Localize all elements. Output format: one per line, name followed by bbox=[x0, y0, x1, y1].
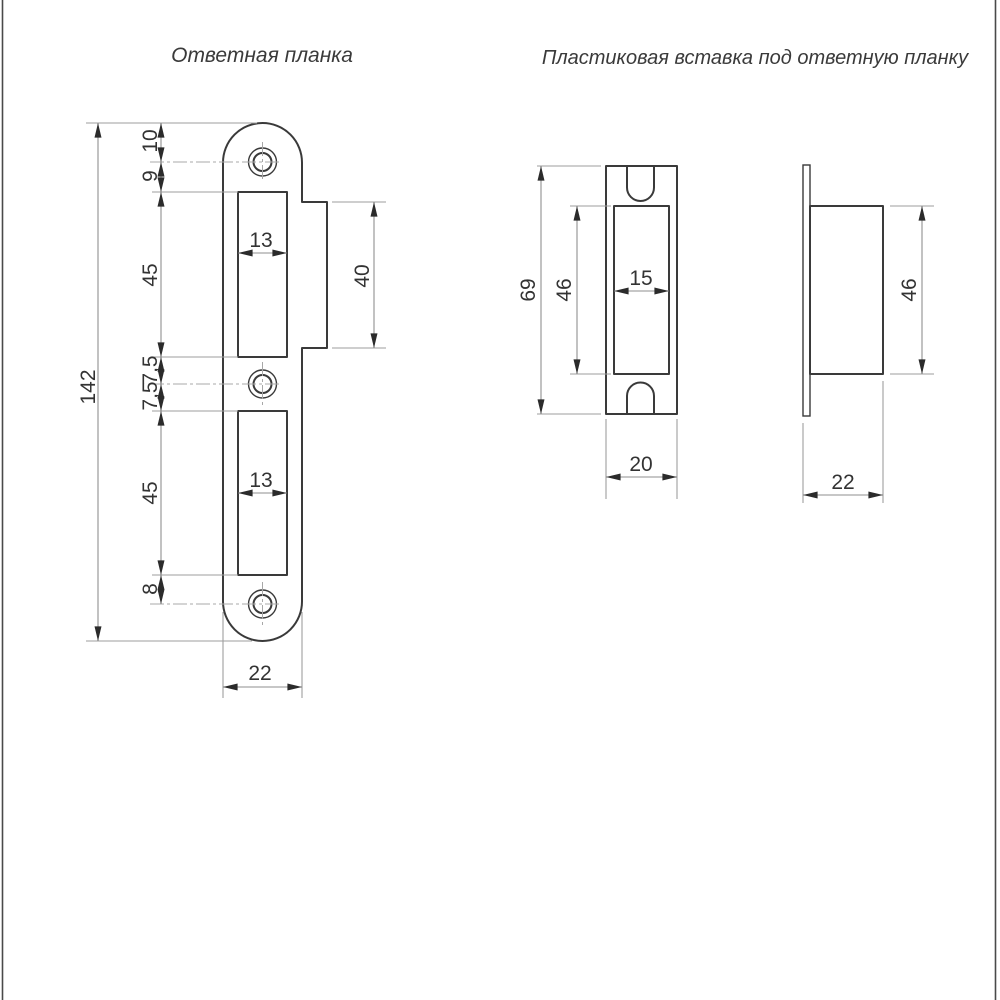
dim-label-9: 9 bbox=[139, 170, 162, 182]
insert-bottom-screw-notch bbox=[627, 383, 654, 415]
dim-label-69: 69 bbox=[517, 278, 540, 302]
strike-plate-extension-lines bbox=[86, 123, 386, 698]
dim-label-20: 20 bbox=[629, 453, 653, 476]
dim-label-13-lower: 13 bbox=[249, 469, 273, 492]
insert-flange-profile bbox=[803, 165, 810, 416]
dim-label-22-plate: 22 bbox=[248, 662, 272, 685]
insert-body-profile bbox=[810, 206, 883, 374]
dim-label-13-upper: 13 bbox=[249, 229, 273, 252]
dim-label-15: 15 bbox=[629, 267, 653, 290]
insert-front-view bbox=[517, 166, 677, 499]
dim-label-45-lower: 45 bbox=[139, 481, 162, 505]
title-strike-plate: Ответная планка bbox=[171, 44, 353, 67]
dim-label-22-side: 22 bbox=[831, 471, 855, 494]
dim-label-40: 40 bbox=[351, 264, 374, 288]
insert-side-view bbox=[803, 165, 934, 503]
dim-label-45-upper: 45 bbox=[139, 263, 162, 287]
dim-label-46-front: 46 bbox=[553, 278, 576, 302]
dim-label-8: 8 bbox=[139, 583, 162, 595]
upper-latch-slot bbox=[238, 192, 287, 357]
insert-window bbox=[614, 206, 669, 374]
insert-side-dimension-lines bbox=[803, 206, 922, 495]
dim-label-7-5-lower: 7,5 bbox=[139, 381, 162, 411]
insert-top-screw-notch bbox=[627, 166, 654, 201]
dim-label-7-5-upper: 7,5 bbox=[139, 355, 162, 385]
dim-label-142: 142 bbox=[77, 369, 100, 405]
dim-label-10: 10 bbox=[139, 129, 162, 153]
insert-body-outline bbox=[606, 166, 677, 414]
hole-centerlines bbox=[150, 142, 281, 626]
title-plastic-insert: Пластиковая вставка под ответную планку bbox=[541, 47, 969, 69]
insert-side-extension-lines bbox=[803, 206, 934, 503]
dim-label-46-side: 46 bbox=[898, 278, 921, 302]
strike-plate-view bbox=[77, 123, 386, 698]
insert-front-dimension-lines bbox=[541, 166, 677, 477]
